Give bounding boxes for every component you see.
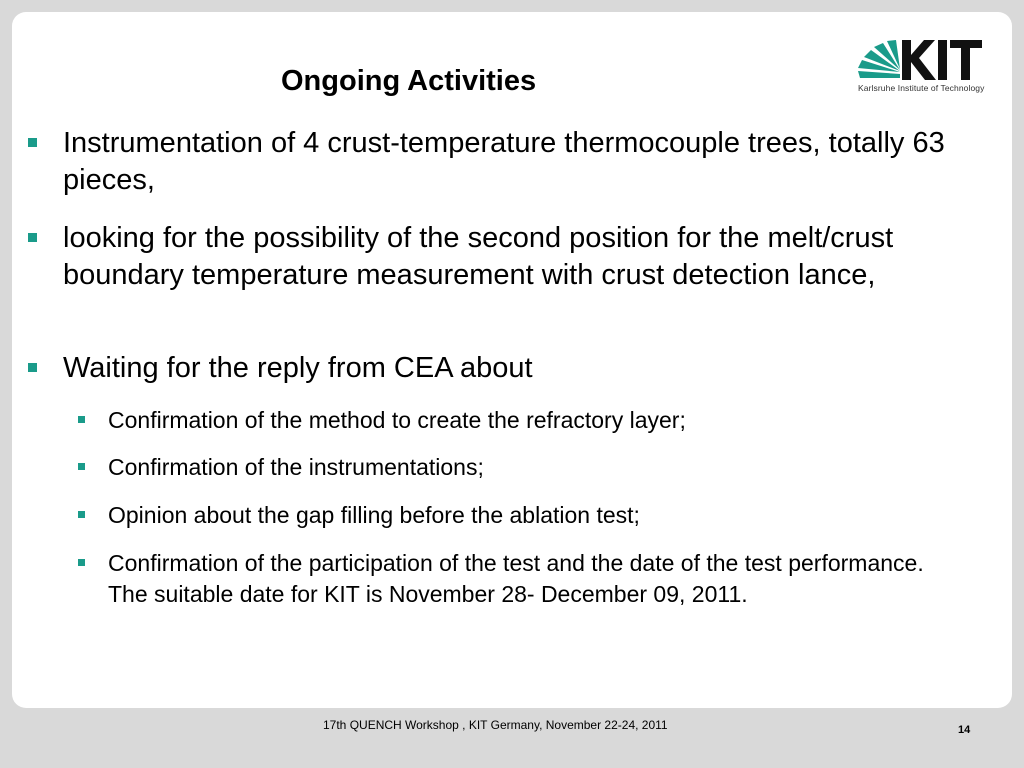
slide-title: Ongoing Activities: [281, 65, 537, 97]
kit-logo: [856, 38, 984, 96]
bullet-item: [28, 350, 968, 390]
sub-bullet-item: [78, 500, 968, 532]
sub-bullet-item: [78, 452, 968, 484]
sub-bullet-text: Opinion about the gap filling before the ablation test;: [108, 502, 640, 528]
page-number: 14: [958, 724, 971, 736]
square-bullet-icon: [78, 416, 85, 423]
sub-bullet-item: [78, 548, 968, 644]
square-bullet-icon: [78, 511, 85, 518]
square-bullet-icon: [28, 363, 37, 372]
bullet-item: [28, 220, 968, 335]
logo-subtitle: Karlsruhe Institute of Technology: [858, 83, 985, 93]
footer-text: 17th QUENCH Workshop , KIT Germany, November 22-24, 2011: [323, 718, 668, 732]
square-bullet-icon: [78, 559, 85, 566]
bullet-text: Instrumentation of 4 crust-temperature thermocouple trees, totally 63 pieces,: [63, 127, 945, 196]
square-bullet-icon: [28, 233, 37, 242]
sub-bullet-text: Confirmation of the method to create the refractory layer;: [108, 407, 686, 433]
sub-bullet-text: Confirmation of the participation of the test and the date of the test performance. The suitable date for KIT is November 28- December 09, 2011.: [108, 550, 924, 607]
slide-footer: [0, 718, 1024, 742]
kit-logo-icon: [856, 38, 984, 82]
bullet-text: Waiting for the reply from CEA about: [63, 352, 533, 384]
sub-bullet-text: Confirmation of the instrumentations;: [108, 454, 484, 480]
sub-bullet-item: [78, 405, 968, 437]
square-bullet-icon: [78, 463, 85, 470]
square-bullet-icon: [28, 138, 37, 147]
bullet-item: [28, 125, 968, 205]
bullet-text: looking for the possibility of the second position for the melt/crust boundary temperature measurement with crust detection lance,: [63, 222, 894, 291]
